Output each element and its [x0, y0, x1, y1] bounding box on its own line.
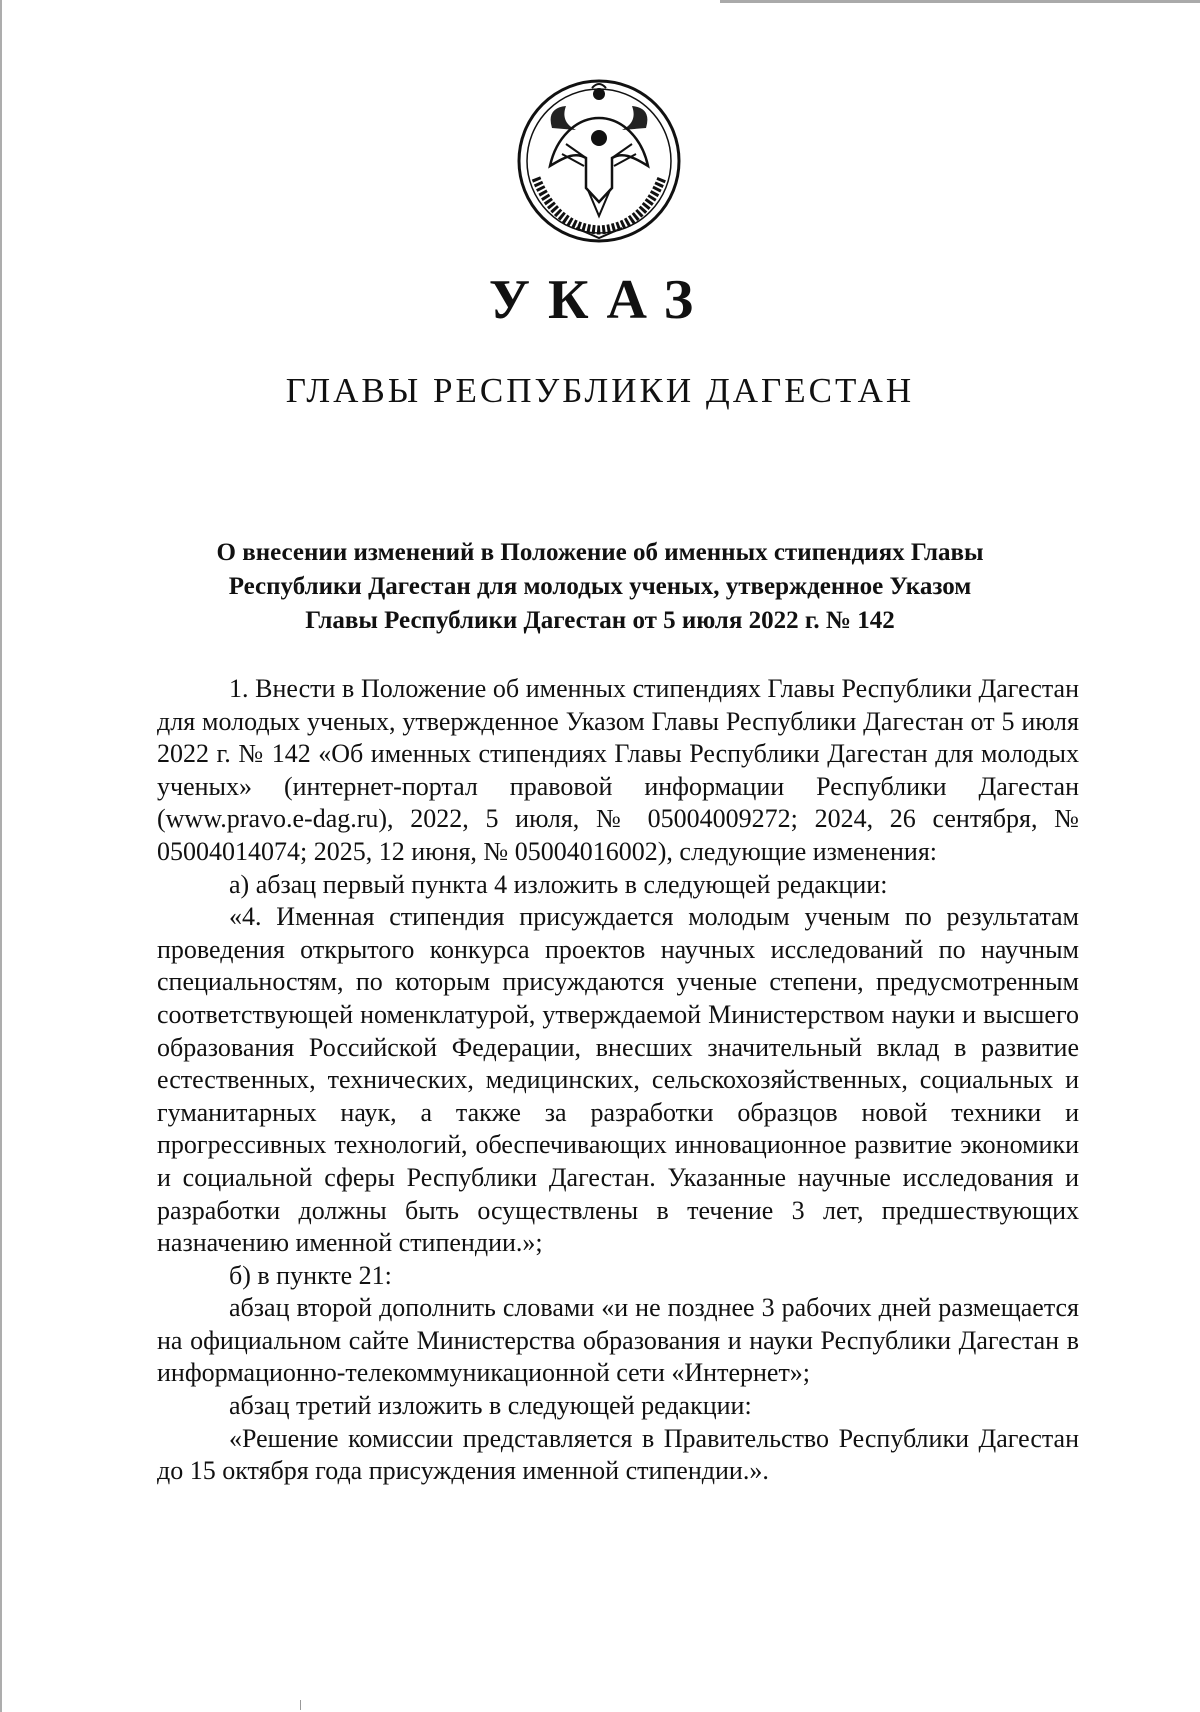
- paragraph-item-4-text: «4. Именная стипендия присуждается молодым ученым по результатам проведения открытого конкурса проектов научных исследований по научным специальностям, по которым присуждаются ученые степени, предусмотренным соответствующей номенклатурой, утверждаемой Министерством науки и высшего образования Российской Федерации, внесших значительный вклад в развитие естественных, технических, медицинских, сельскохозяйственных, социальных и гуманитарных наук, а также за разработки образцов новой техники и прогрессивных технологий, обеспечивающих инновационное развитие экономики и социальной сферы Республики Дагестан. Указанные научные исследования и разработки должны быть осуществлены в течение 3 лет, предшествующих назначению именной стипендии.»;: [157, 902, 1079, 1258]
- paragraph-decision: «Решение комиссии представляется в Правительство Республики Дагестан до 15 октября года присуждения именной стипендии.».: [157, 1423, 1079, 1486]
- paragraph-item-a: а) абзац первый пункта 4 изложить в следующей редакции:: [229, 869, 888, 899]
- document-body: [157, 673, 1079, 1488]
- paragraph-item-b: б) в пункте 21:: [229, 1260, 392, 1290]
- scan-edge-left: [0, 0, 2, 1712]
- scan-edge-top: [0, 0, 1200, 3]
- scan-mark: [300, 1700, 301, 1710]
- paragraph-second-addition: абзац второй дополнить словами «и не позднее 3 рабочих дней размещается на официальном сайте Министерства образования и науки Республики Дагестан в информационно-телекоммуникационной сети «Интернет»;: [157, 1293, 1079, 1388]
- document-heading: [160, 536, 1040, 638]
- paragraph-1: 1. Внести в Положение об именных стипендиях Главы Республики Дагестан для молодых ученых, утвержденное Указом Главы Республики Дагестан от 5 июля 2022 г. № 142 «Об именных стипендиях Главы Республики Дагестан для молодых ученых» (интернет-портал правовой информации Республики Дагестан (www.pravo.e-dag.ru), 2022, 5 июля, № 05004009272; 2024, 26 сентября, № 05004014074; 2025, 12 июня, № 05004016002), следующие изменения:: [157, 674, 1079, 866]
- heading-line: О внесении изменений в Положение об именных стипендиях Главы: [216, 539, 984, 566]
- dagestan-coat-of-arms-icon: [516, 78, 682, 244]
- document-subtitle: ГЛАВЫ РЕСПУБЛИКИ ДАГЕСТАН: [285, 371, 915, 410]
- document-title: УКАЗ: [488, 269, 712, 331]
- heading-line: Республики Дагестан для молодых ученых, утвержденное Указом: [228, 573, 972, 600]
- heading-line: Главы Республики Дагестан от 5 июля 2022 г. № 142: [305, 607, 895, 634]
- paragraph-third-header: абзац третий изложить в следующей редакции:: [229, 1391, 752, 1421]
